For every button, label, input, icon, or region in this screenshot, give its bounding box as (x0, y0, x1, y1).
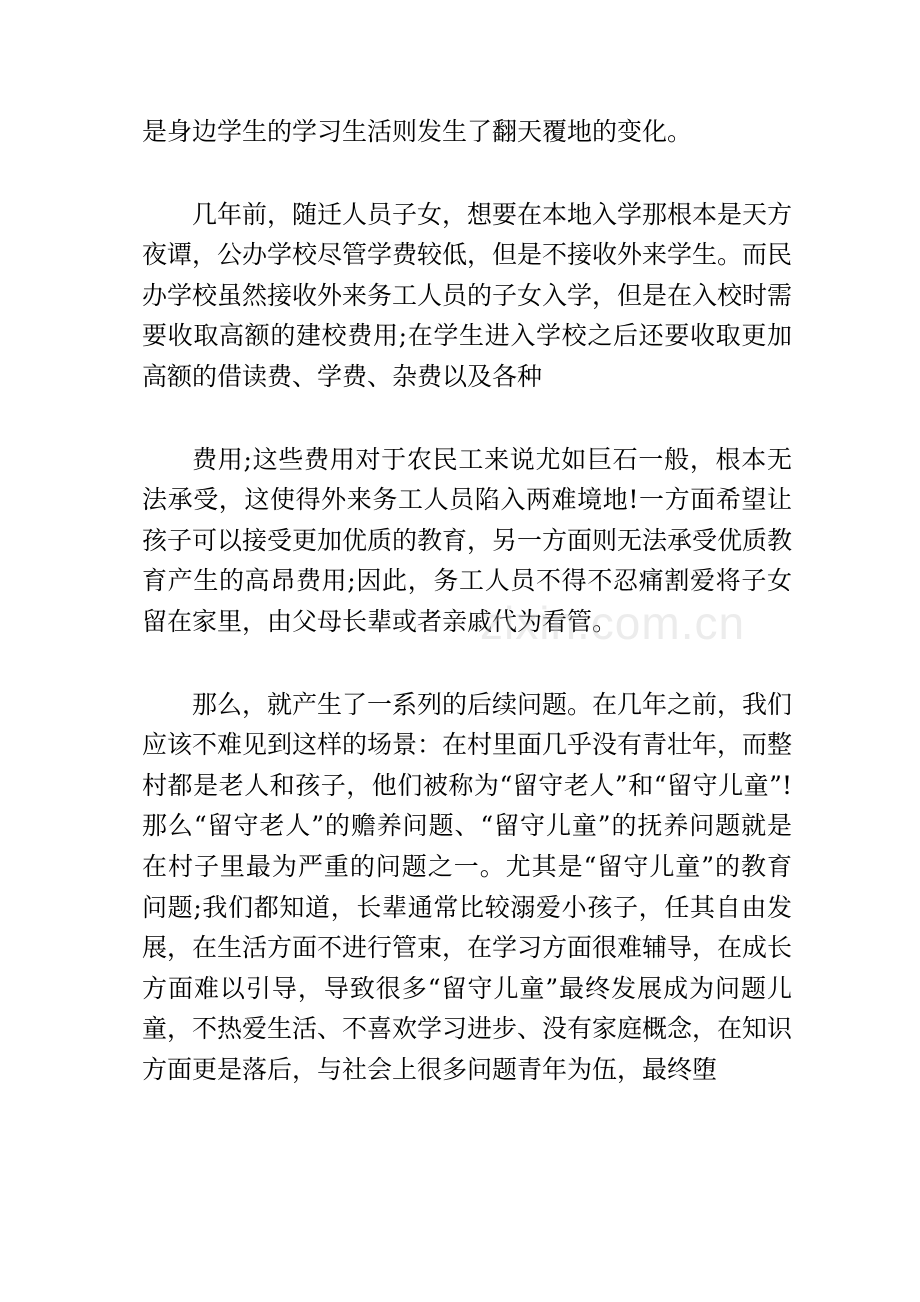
watermark: zixin.com.cn (480, 597, 746, 649)
paragraph-1: 是身边学生的学习生活则发生了翻天覆地的变化。 (142, 117, 693, 146)
paragraph-4: 那么，就产生了一系列的后续问题。在几年之前，我们应该不难见到这样的场景：在村里面几乎没有青壮年，而整村都是老人和孩子，他们被称为“留守老人”和“留守儿童”!那么“留守老人”的赡养问题、“留守儿童”的抚养问题就是在村子里最为严重的问题之一。尤其是“留守儿童”的教育问题;我们都知道，长辈通常比较溺爱小孩子，任其自由发展，在生活方面不进行管束，在学习方面很难辅导，在成长方面难以引导，导致很多“留守儿童”最终发展成为问题儿童，不热爱生活、不喜欢学习进步、没有家庭概念，在知识方面更是落后，与社会上很多问题青年为伍，最终堕 (142, 689, 793, 1084)
document-page (142, 112, 792, 1132)
paragraph-2: 几年前，随迁人员子女，想要在本地入学那根本是天方夜谭，公办学校尽管学费较低，但是不接收外来学生。而民办学校虽然接收外来务工人员的子女入学，但是在入校时需要收取高额的建校费用;在学生进入学校之后还要收取更加高额的借读费、学费、杂费以及各种 (142, 199, 793, 391)
paragraph-3: 费用;这些费用对于农民工来说尤如巨石一般，根本无法承受，这使得外来务工人员陷入两难境地!一方面希望让孩子可以接受更加优质的教育，另一方面则无法承受优质教育产生的高昂费用;因此，务工人员不得不忍痛割爱将子女留在家里，由父母长辈或者亲戚代为看管。 (142, 444, 793, 636)
